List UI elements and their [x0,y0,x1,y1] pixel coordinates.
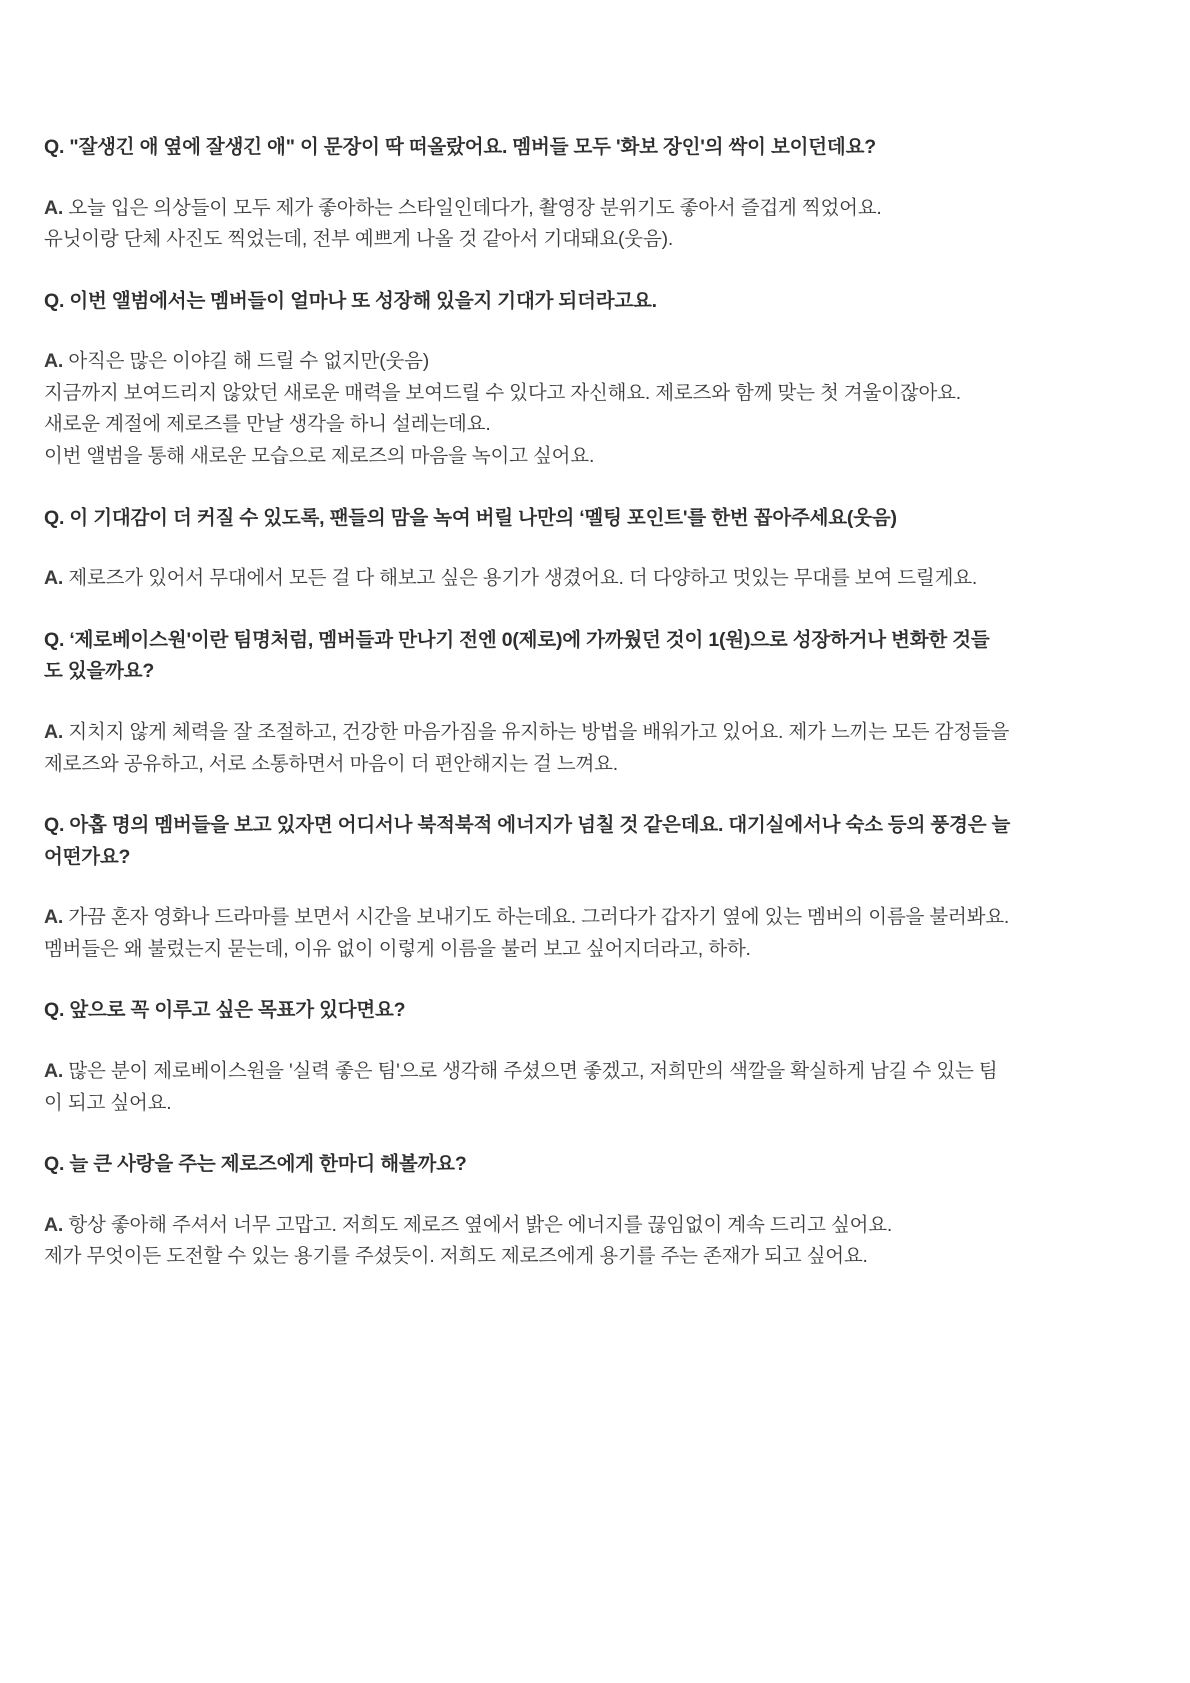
answer-text [44,1056,1120,1119]
answer-line-text: 오늘 입은 의상들이 모두 제가 좋아하는 스타일인데다가, 촬영장 분위기도 좋아서 즐겁게 찍었어요. [68,196,882,219]
answer-line-text: 이번 앨범을 통해 새로운 모습으로 제로즈의 마음을 녹이고 싶어요. [44,445,595,468]
question-text [44,503,1120,535]
question-marker: Q. [44,628,65,651]
answer-marker: A. [44,350,64,373]
question-text [44,810,1120,873]
question-line [44,286,1120,318]
answer-line [44,1241,1120,1273]
answer-line [44,563,1120,595]
answer-line [44,1210,1120,1242]
answer-marker: A. [44,906,64,929]
qa-list [44,132,1120,1273]
qa-block [44,995,1120,1119]
answer-line [44,902,1120,934]
answer-marker: A. [44,196,64,219]
question-line [44,625,1120,657]
answer-marker: A. [44,720,64,743]
qa-block [44,286,1120,473]
question-line-text: 늘 큰 사랑을 주는 제로즈에게 한마디 해볼까요? [69,1153,467,1176]
answer-line [44,934,1120,966]
answer-line-text: 지치지 않게 체력을 잘 조절하고, 건강한 마음가짐을 유지하는 방법을 배워가고 있어요. 제가 느끼는 모든 감정들을 [68,720,1010,743]
question-line [44,1149,1120,1181]
question-marker: Q. [44,136,65,158]
question-text [44,286,1120,318]
question-text [44,625,1120,688]
question-marker: Q. [44,999,65,1022]
answer-marker: A. [44,1213,64,1236]
answer-line-text: 지금까지 보여드리지 않았던 새로운 매력을 보여드릴 수 있다고 자신해요. 제로즈와 함께 맞는 첫 겨울이잖아요. [44,381,961,404]
question-line [44,503,1120,535]
question-line-text: 아홉 명의 멤버들을 보고 있자면 어디서나 북적북적 에너지가 넘칠 것 같은데요. 대기실에서나 숙소 등의 풍경은 늘 [69,814,1011,837]
question-line [44,656,1120,688]
answer-line-text: 항상 좋아해 주셔서 너무 고맙고. 저희도 제로즈 옆에서 밝은 에너지를 끊임없이 계속 드리고 싶어요. [68,1213,893,1236]
answer-line [44,193,1120,225]
qa-block [44,1149,1120,1273]
answer-line [44,749,1120,781]
answer-line-text: 제가 무엇이든 도전할 수 있는 용기를 주셨듯이. 저희도 제로즈에게 용기를 주는 존재가 되고 싶어요. [44,1245,868,1268]
qa-block [44,132,1120,256]
question-marker: Q. [44,506,65,529]
question-line-text: ‘제로베이스원'이란 팀명처럼, 멤버들과 만나기 전엔 0(제로)에 가까웠던 것이 1(원)으로 성장하거나 변화한 것들 [69,628,990,651]
answer-marker: A. [44,1059,64,1082]
answer-text [44,902,1120,965]
question-line [44,810,1120,842]
answer-text [44,563,1120,595]
answer-text [44,1210,1120,1273]
question-marker: Q. [44,814,65,837]
question-line-text: 어떤가요? [44,845,131,868]
answer-text [44,717,1120,780]
question-marker: Q. [44,1153,65,1176]
answer-line [44,346,1120,378]
answer-line [44,1088,1120,1120]
question-line [44,132,1120,164]
answer-line-text: 멤버들은 왜 불렀는지 묻는데, 이유 없이 이렇게 이름을 불러 보고 싶어지더라고, 하하. [44,937,751,960]
question-line [44,995,1120,1027]
answer-text [44,193,1120,256]
answer-line [44,717,1120,749]
question-line [44,842,1120,874]
answer-line [44,441,1120,473]
answer-line [44,378,1120,410]
answer-marker: A. [44,567,64,590]
answer-line-text: 이 되고 싶어요. [44,1091,172,1114]
question-text [44,1149,1120,1181]
question-marker: Q. [44,289,65,312]
answer-text [44,346,1120,472]
question-text [44,995,1120,1027]
answer-line-text: 많은 분이 제로베이스원을 '실력 좋은 팀'으로 생각해 주셨으면 좋겠고, 저희만의 색깔을 확실하게 남길 수 있는 팀 [68,1059,998,1082]
answer-line [44,224,1120,256]
qa-block [44,810,1120,965]
answer-line [44,409,1120,441]
answer-line-text: 아직은 많은 이야길 해 드릴 수 없지만(웃음) [68,350,430,373]
qa-block [44,625,1120,780]
answer-line-text: 가끔 혼자 영화나 드라마를 보면서 시간을 보내기도 하는데요. 그러다가 갑자기 옆에 있는 멤버의 이름을 불러봐요. [68,906,1010,929]
question-line-text: 이 기대감이 더 커질 수 있도록, 팬들의 맘을 녹여 버릴 나만의 ‘멜팅 포인트'를 한번 꼽아주세요(웃음) [69,506,897,529]
question-line-text: 앞으로 꼭 이루고 싶은 목표가 있다면요? [69,999,406,1022]
answer-line-text: 제로즈와 공유하고, 서로 소통하면서 마음이 더 편안해지는 걸 느껴요. [44,752,619,775]
question-line-text: 이번 앨범에서는 멤버들이 얼마나 또 성장해 있을지 기대가 되더라고요. [69,289,657,312]
question-text [44,132,1120,164]
qa-block [44,503,1120,595]
answer-line-text: 새로운 계절에 제로즈를 만날 생각을 하니 설레는데요. [44,413,491,436]
question-line-text: 도 있을까요? [44,660,155,683]
question-line-text: "잘생긴 애 옆에 잘생긴 애" 이 문장이 딱 떠올랐어요. 멤버들 모두 '화보 장인'의 싹이 보이던데요? [69,136,876,158]
answer-line-text: 유닛이랑 단체 사진도 찍었는데, 전부 예쁘게 나올 것 같아서 기대돼요(웃음). [44,228,674,251]
answer-line-text: 제로즈가 있어서 무대에서 모든 걸 다 해보고 싶은 용기가 생겼어요. 더 다양하고 멋있는 무대를 보여 드릴게요. [68,567,978,590]
answer-line [44,1056,1120,1088]
